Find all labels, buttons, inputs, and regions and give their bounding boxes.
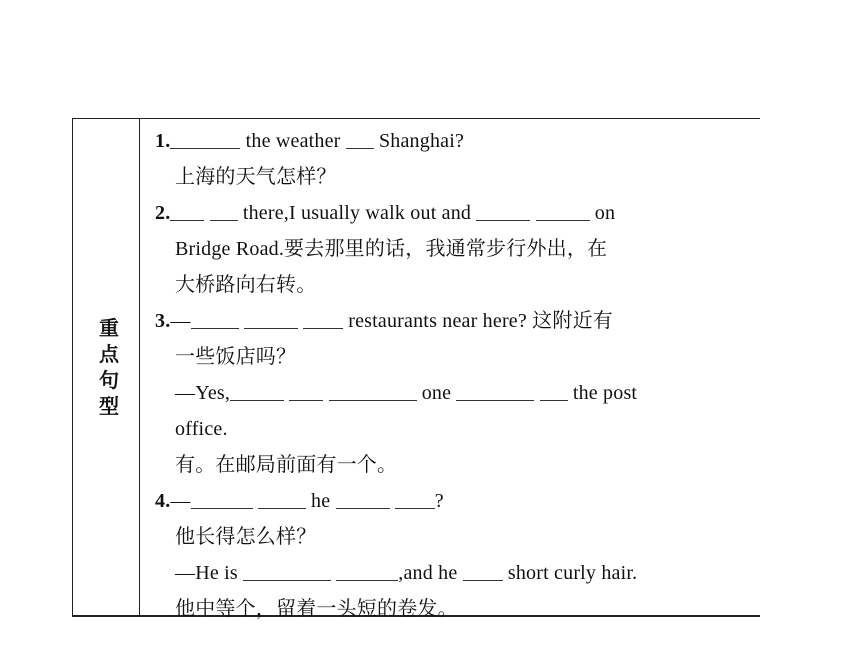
item-4-answer: [175, 557, 637, 589]
item-3-answer-cn: 有。在邮局前面有一个。: [175, 454, 398, 476]
answer-blank[interactable]: [536, 198, 590, 221]
answer-text: one: [421, 382, 452, 404]
answer-blank[interactable]: [540, 378, 568, 401]
answer-text: —Yes,: [175, 382, 231, 404]
item-2-en: [155, 197, 615, 229]
answer-blank[interactable]: [476, 198, 530, 221]
item-4-en: [155, 485, 444, 517]
sentence-text: Shanghai?: [378, 130, 465, 152]
answer-blank[interactable]: [336, 486, 390, 509]
answer-blank[interactable]: [463, 558, 503, 581]
item-3-answer: [175, 377, 637, 409]
answer-text: ,and he: [398, 562, 458, 584]
answer-blank[interactable]: [243, 558, 331, 581]
section-label: 重点句型: [99, 316, 119, 418]
answer-blank[interactable]: [456, 378, 534, 401]
dash: —: [170, 310, 191, 332]
worksheet-table: [72, 118, 760, 620]
answer-blank[interactable]: [244, 306, 298, 329]
answer-blank[interactable]: [258, 486, 306, 509]
item-1-cn: 上海的天气怎样？: [175, 166, 337, 188]
sentence-text: the weather: [245, 130, 341, 152]
sentence-translation: 这附近有: [532, 310, 613, 332]
answer-text: short curly hair.: [507, 562, 638, 584]
item-3-cn: 一些饭店吗？: [175, 346, 297, 368]
answer-blank[interactable]: [303, 306, 343, 329]
answer-blank[interactable]: [170, 198, 204, 221]
answer-blank[interactable]: [170, 126, 240, 149]
dash: —: [170, 490, 191, 512]
answer-text: —He is: [175, 562, 238, 584]
section-sidebar: [73, 119, 140, 615]
item-3-answer-cont: office.: [175, 418, 228, 440]
item-2-en-cont: Bridge Road.要去那里的话，我通常步行外出，在: [175, 238, 608, 260]
answer-blank[interactable]: [210, 198, 238, 221]
answer-blank[interactable]: [230, 378, 284, 401]
item-3-en: [155, 305, 613, 337]
answer-blank[interactable]: [191, 486, 253, 509]
sentence-text: on: [594, 202, 616, 224]
answer-blank[interactable]: [329, 378, 417, 401]
answer-text: the post: [572, 382, 638, 404]
sentence-text: he: [311, 490, 331, 512]
item-number: 2.: [155, 202, 171, 224]
item-4-cn: 他长得怎么样？: [175, 526, 317, 548]
item-1-en: [155, 125, 464, 157]
answer-blank[interactable]: [346, 126, 374, 149]
sentence-text: restaurants near here?: [348, 310, 527, 332]
answer-blank[interactable]: [395, 486, 435, 509]
sentence-text: there,I usually walk out and: [242, 202, 472, 224]
answer-blank[interactable]: [336, 558, 398, 581]
item-number: 1.: [155, 130, 171, 152]
sentence-text: ?: [434, 490, 444, 512]
item-number: 4.: [155, 490, 171, 512]
item-number: 3.: [155, 310, 171, 332]
item-2-cn: 大桥路向右转。: [175, 274, 317, 296]
answer-blank[interactable]: [191, 306, 239, 329]
item-4-answer-cn: 他中等个，留着一头短的卷发。: [175, 598, 458, 620]
answer-blank[interactable]: [289, 378, 323, 401]
